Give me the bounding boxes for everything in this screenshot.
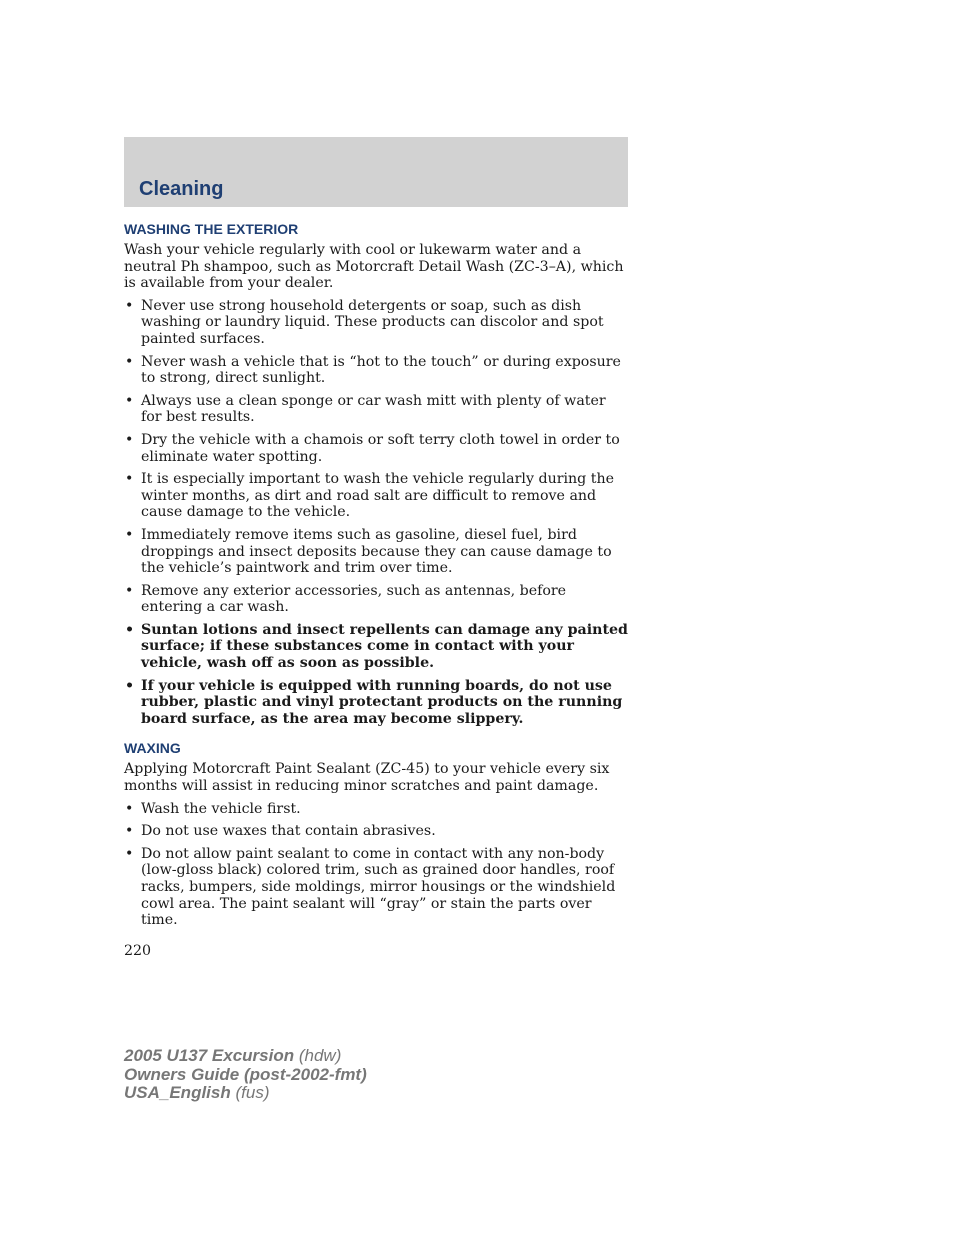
washing-bullet-list xyxy=(124,298,630,728)
waxing-bullet-list xyxy=(124,801,630,929)
washing-intro: Wash your vehicle regularly with cool or lukewarm water and a neutral Ph shampoo, such as Motorcraft Detail Wash (ZC-3–A), which is available from your dealer. xyxy=(124,242,624,292)
bullet-icon: • xyxy=(125,297,134,314)
footer-line-3: USA_English (fus) xyxy=(124,1083,270,1102)
bullet-icon: • xyxy=(125,677,135,694)
warning-item: • If your vehicle is equipped with running boards, do not use rubber, plastic and vinyl protectant products on the running board surface, as the area may become slippery. xyxy=(125,677,623,727)
bullet-icon: • xyxy=(125,621,135,638)
list-item: • Do not allow paint sealant to come in contact with any non-body (low-gloss black) colored trim, such as grained door handles, roof racks, bumpers, side moldings, mirror housings or the windshield cowl area. The paint sealant will “gray” or stain the parts over time. xyxy=(125,845,616,929)
warning-item: • Suntan lotions and insect repellents can damage any painted surface; if these substances come in contact with your vehicle, wash off as soon as possible. xyxy=(125,621,628,672)
bullet-icon: • xyxy=(125,471,134,488)
footer-line-1: 2005 U137 Excursion (hdw) xyxy=(124,1046,342,1065)
waxing-intro: Applying Motorcraft Paint Sealant (ZC-45) to your vehicle every six months will assist in reducing minor scratches and paint damage. xyxy=(124,761,610,795)
bullet-icon: • xyxy=(125,845,134,862)
page-number: 220 xyxy=(124,942,152,959)
bullet-icon: • xyxy=(125,800,134,817)
list-item: • Dry the vehicle with a chamois or soft terry cloth towel in order to eliminate water spotting. xyxy=(125,431,620,465)
list-item: • Immediately remove items such as gasoline, diesel fuel, bird droppings and insect deposits because they can cause damage to the vehicle’s paintwork and trim over time. xyxy=(125,526,612,577)
page-content xyxy=(124,220,630,959)
list-item: • Wash the vehicle first. xyxy=(125,800,301,817)
bullet-icon: • xyxy=(125,823,134,840)
bullet-icon: • xyxy=(125,431,134,448)
list-item: • Remove any exterior accessories, such as antennas, before entering a car wash. xyxy=(125,582,567,616)
waxing-heading: WAXING xyxy=(124,740,181,757)
bullet-icon: • xyxy=(125,392,134,409)
list-item: • Never wash a vehicle that is “hot to the touch” or during exposure to strong, direct sunlight. xyxy=(125,353,621,387)
bullet-icon: • xyxy=(125,526,134,543)
list-item: • Always use a clean sponge or car wash mitt with plenty of water for best results. xyxy=(125,392,606,426)
list-item: • Do not use waxes that contain abrasives. xyxy=(125,823,436,840)
section-title: Cleaning xyxy=(139,178,224,200)
document-footer xyxy=(124,1047,367,1103)
section-header-band xyxy=(124,137,628,207)
washing-heading: WASHING THE EXTERIOR xyxy=(124,221,299,237)
list-item: • Never use strong household detergents or soap, such as dish washing or laundry liquid. These products can discolor and spot painted surfaces. xyxy=(125,297,604,347)
bullet-icon: • xyxy=(125,582,134,599)
footer-line-2: Owners Guide (post-2002-fmt) xyxy=(124,1064,367,1084)
list-item: • It is especially important to wash the vehicle regularly during the winter months, as dirt and road salt are difficult to remove and cause damage to the vehicle. xyxy=(125,471,614,521)
bullet-icon: • xyxy=(125,353,134,370)
